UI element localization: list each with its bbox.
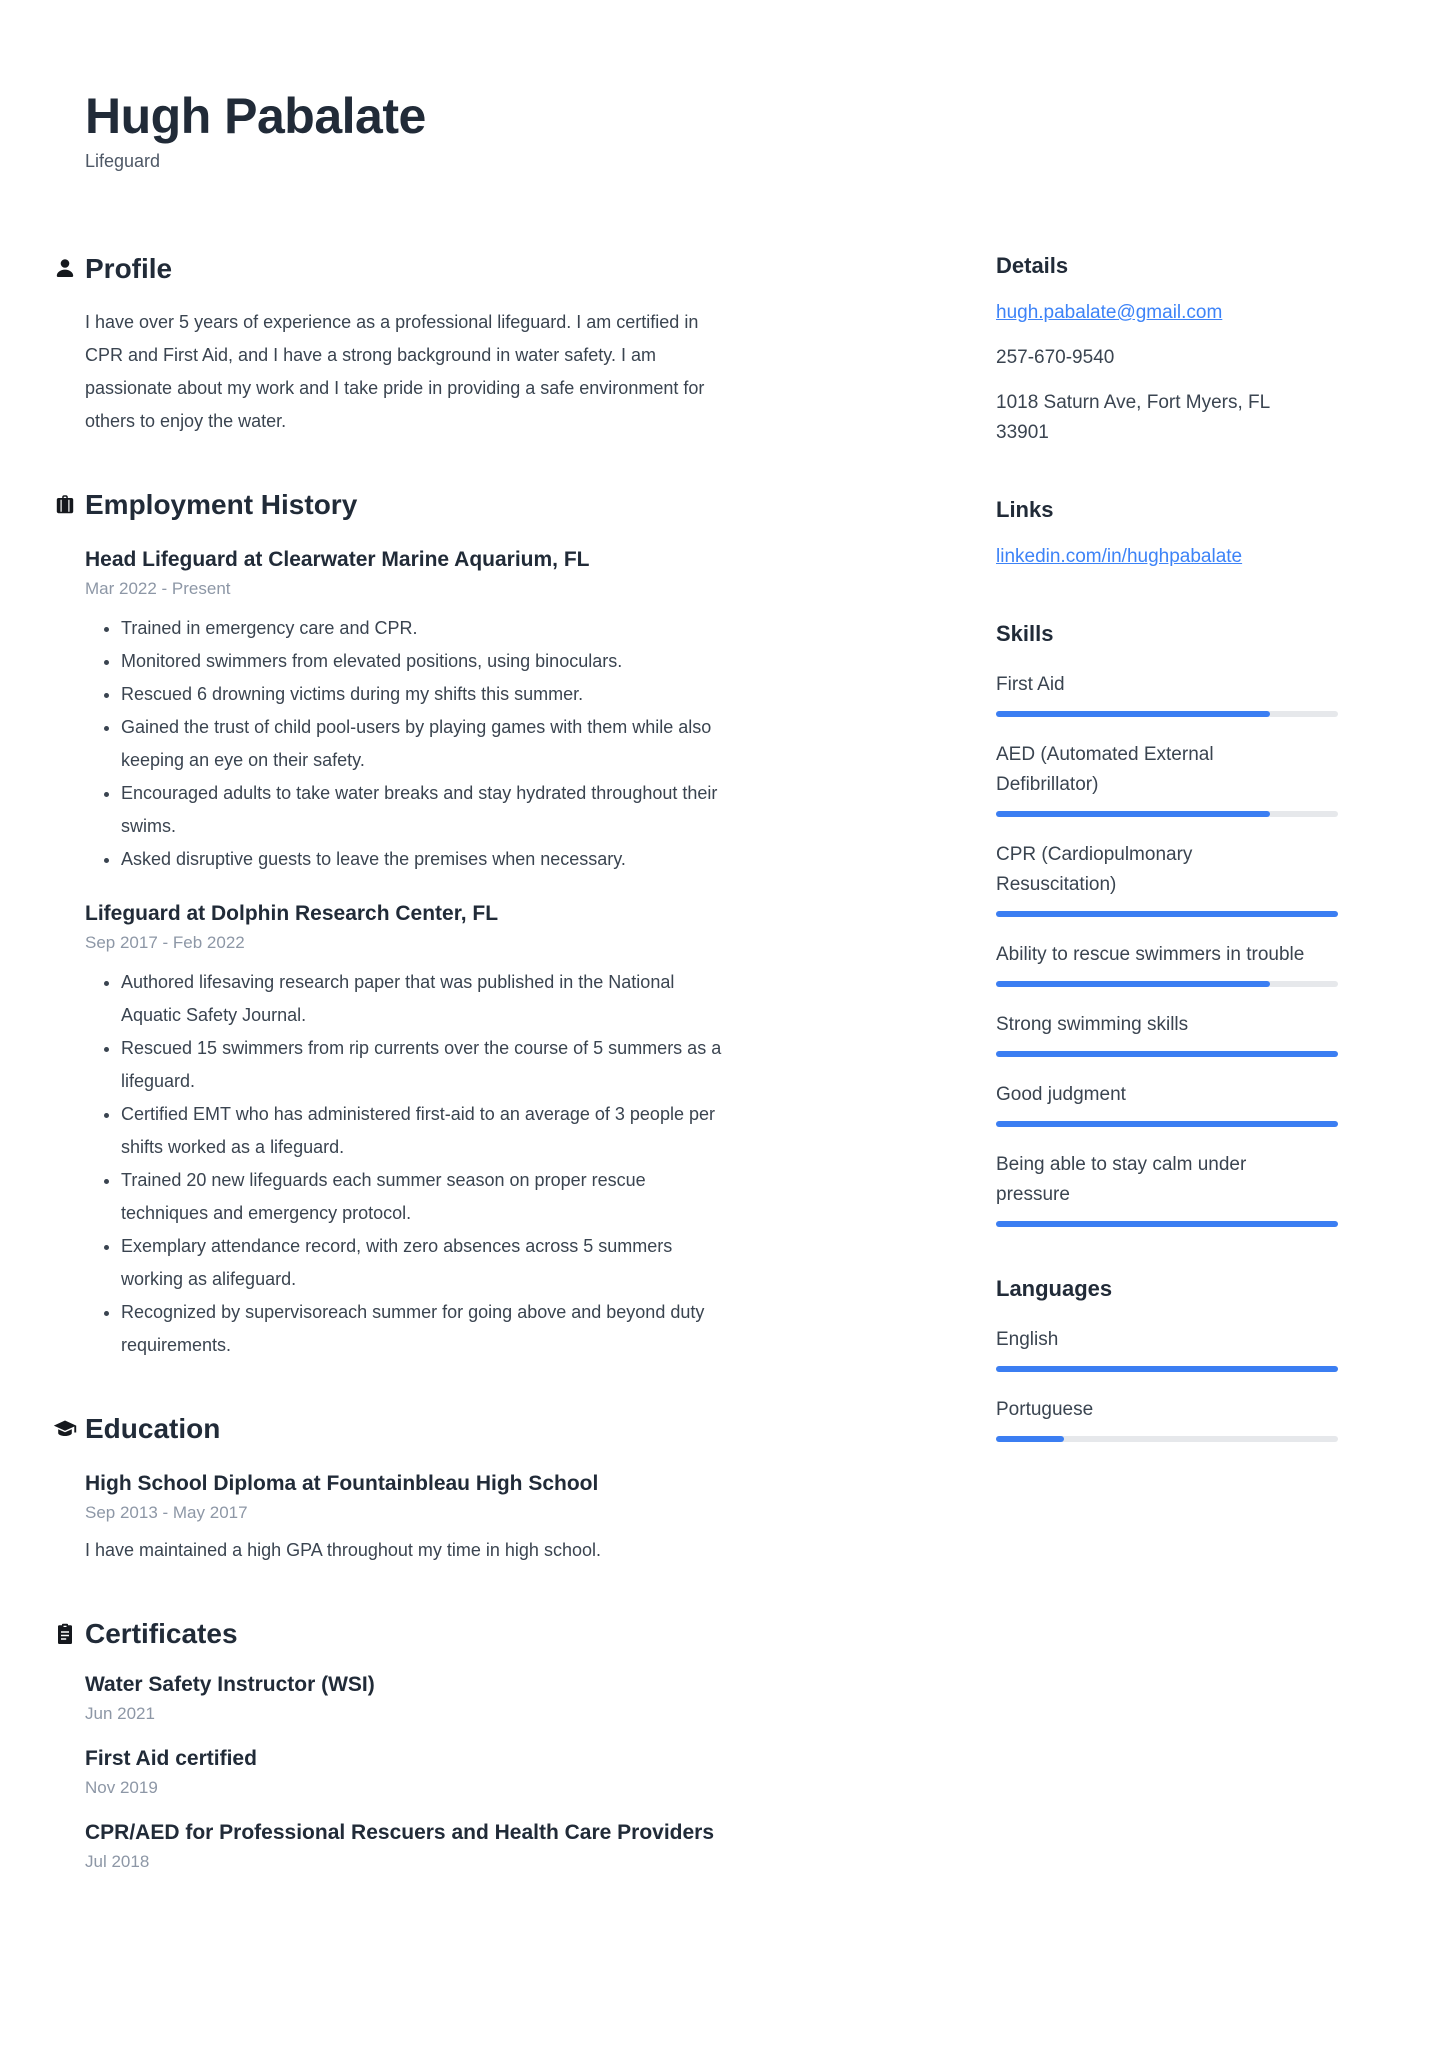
certificate-dates: Jul 2018 xyxy=(85,1852,150,1871)
employment-heading xyxy=(85,488,730,522)
profile-section xyxy=(85,252,730,438)
skill-item xyxy=(996,1080,1338,1127)
skill-progress-fill xyxy=(996,911,1338,917)
job-bullet-list xyxy=(85,612,730,876)
email-link[interactable]: hugh.pabalate@gmail.com xyxy=(996,302,1223,323)
education-entry xyxy=(85,1470,730,1567)
job-dates: Mar 2022 - Present xyxy=(85,579,231,598)
certificate-dates: Nov 2019 xyxy=(85,1778,158,1797)
bullet-item: • Asked disruptive guests to leave the premises when necessary. xyxy=(121,843,730,876)
bullet-item: • Rescued 15 swimmers from rip currents over the course of 5 summers as a lifeguard. xyxy=(121,1032,730,1098)
education-title: High School Diploma at Fountainbleau High School xyxy=(85,1472,599,1495)
skill-progress-fill xyxy=(996,711,1270,717)
education-section xyxy=(85,1412,730,1567)
skill-item xyxy=(996,1010,1338,1057)
bullet-item: • Gained the trust of child pool-users by playing games with them while also keeping an eye on their safety. xyxy=(121,711,730,777)
clipboard-icon xyxy=(53,1622,77,1646)
links-section xyxy=(996,496,1338,572)
job-title: Lifeguard at Dolphin Research Center, FL xyxy=(85,902,499,925)
phone-number: 257-670-9540 xyxy=(996,347,1115,368)
skill-progress-bar xyxy=(996,981,1338,987)
language-label: English xyxy=(996,1329,1059,1350)
skill-progress-bar xyxy=(996,711,1338,717)
skill-progress-bar xyxy=(996,911,1338,917)
certificate-title: Water Safety Instructor (WSI) xyxy=(85,1673,375,1696)
job-entry xyxy=(85,546,730,876)
graduation-cap-icon xyxy=(53,1417,77,1441)
profile-heading-label: Profile xyxy=(85,253,173,284)
languages-heading: Languages xyxy=(996,1276,1113,1301)
profile-heading xyxy=(85,252,730,286)
certificate-entry xyxy=(85,1745,730,1799)
sidebar xyxy=(996,252,1338,1873)
person-job-title: Lifeguard xyxy=(85,151,161,171)
skill-item xyxy=(996,670,1338,717)
profile-text: I have over 5 years of experience as a professional lifeguard. I am certified in CPR and First Aid, and I have a strong background in water safety. I am passionate about my work and I take pride in providing a safe environment for others to enjoy the water. xyxy=(85,312,705,431)
job-title: Head Lifeguard at Clearwater Marine Aquarium, FL xyxy=(85,548,590,571)
employment-heading-label: Employment History xyxy=(85,489,358,520)
linkedin-link-wrap xyxy=(996,542,1338,572)
employment-section xyxy=(85,488,730,1362)
skill-progress-bar xyxy=(996,1051,1338,1057)
main-column xyxy=(85,252,730,1873)
education-heading xyxy=(85,1412,730,1446)
certificate-entry xyxy=(85,1671,730,1725)
skill-progress-fill xyxy=(996,1051,1338,1057)
address: 1018 Saturn Ave, Fort Myers, FL 33901 xyxy=(996,392,1270,443)
languages-section xyxy=(996,1275,1338,1442)
bullet-item: • Encouraged adults to take water breaks and stay hydrated throughout their swims. xyxy=(121,777,730,843)
person-name: Hugh Pabalate xyxy=(85,88,426,144)
skill-progress-fill xyxy=(996,1121,1338,1127)
language-item xyxy=(996,1325,1338,1372)
content-columns xyxy=(85,252,1338,1873)
job-dates: Sep 2017 - Feb 2022 xyxy=(85,933,245,952)
bullet-item: • Certified EMT who has administered first-aid to an average of 3 people per shifts worked as a lifeguard. xyxy=(121,1098,730,1164)
language-item xyxy=(996,1395,1338,1442)
skill-item xyxy=(996,740,1338,817)
certificates-heading xyxy=(85,1617,730,1651)
briefcase-icon xyxy=(53,493,77,517)
bullet-item: • Trained 20 new lifeguards each summer season on proper rescue techniques and emergency protocol. xyxy=(121,1164,730,1230)
skills-section xyxy=(996,620,1338,1227)
language-progress-bar xyxy=(996,1366,1338,1372)
details-heading: Details xyxy=(996,253,1069,278)
details-section xyxy=(996,252,1338,448)
skill-label: First Aid xyxy=(996,674,1065,695)
skill-progress-fill xyxy=(996,811,1270,817)
certificate-title: CPR/AED for Professional Rescuers and Health Care Providers xyxy=(85,1821,715,1844)
bullet-item: • Authored lifesaving research paper that was published in the National Aquatic Safety Journal. xyxy=(121,966,730,1032)
skill-label: CPR (Cardiopulmonary Resuscitation) xyxy=(996,844,1193,895)
bullet-item: • Recognized by supervisoreach summer for going above and beyond duty requirements. xyxy=(121,1296,730,1362)
linkedin-link[interactable]: linkedin.com/in/hughpabalate xyxy=(996,546,1243,567)
skill-progress-bar xyxy=(996,811,1338,817)
skills-heading: Skills xyxy=(996,621,1054,646)
bullet-item: • Monitored swimmers from elevated positions, using binoculars. xyxy=(121,645,730,678)
links-heading: Links xyxy=(996,497,1054,522)
skill-item xyxy=(996,840,1338,917)
language-progress-bar xyxy=(996,1436,1338,1442)
certificate-entry xyxy=(85,1819,730,1873)
certificates-heading-label: Certificates xyxy=(85,1618,238,1649)
certificate-title: First Aid certified xyxy=(85,1747,257,1770)
skill-item xyxy=(996,1150,1338,1227)
certificates-section xyxy=(85,1617,730,1873)
job-bullet-list xyxy=(85,966,730,1362)
skill-progress-fill xyxy=(996,981,1270,987)
job-entry xyxy=(85,900,730,1362)
user-icon xyxy=(53,257,77,281)
education-heading-label: Education xyxy=(85,1413,221,1444)
language-label: Portuguese xyxy=(996,1399,1094,1420)
skill-label: Ability to rescue swimmers in trouble xyxy=(996,944,1305,965)
email-link-wrap xyxy=(996,298,1316,328)
skill-progress-bar xyxy=(996,1121,1338,1127)
language-progress-fill xyxy=(996,1366,1338,1372)
skill-progress-fill xyxy=(996,1221,1338,1227)
education-dates: Sep 2013 - May 2017 xyxy=(85,1503,248,1522)
certificate-dates: Jun 2021 xyxy=(85,1704,155,1723)
skill-label: Strong swimming skills xyxy=(996,1014,1189,1035)
skill-label: AED (Automated External Defibrillator) xyxy=(996,744,1214,795)
bullet-item: • Trained in emergency care and CPR. xyxy=(121,612,730,645)
language-progress-fill xyxy=(996,1436,1064,1442)
skill-progress-bar xyxy=(996,1221,1338,1227)
bullet-item: • Rescued 6 drowning victims during my shifts this summer. xyxy=(121,678,730,711)
skill-label: Good judgment xyxy=(996,1084,1126,1105)
education-description: I have maintained a high GPA throughout my time in high school. xyxy=(85,1540,601,1560)
skill-label: Being able to stay calm under pressure xyxy=(996,1154,1247,1205)
bullet-item: • Exemplary attendance record, with zero absences across 5 summers working as alifeguard. xyxy=(121,1230,730,1296)
skill-item xyxy=(996,940,1338,987)
